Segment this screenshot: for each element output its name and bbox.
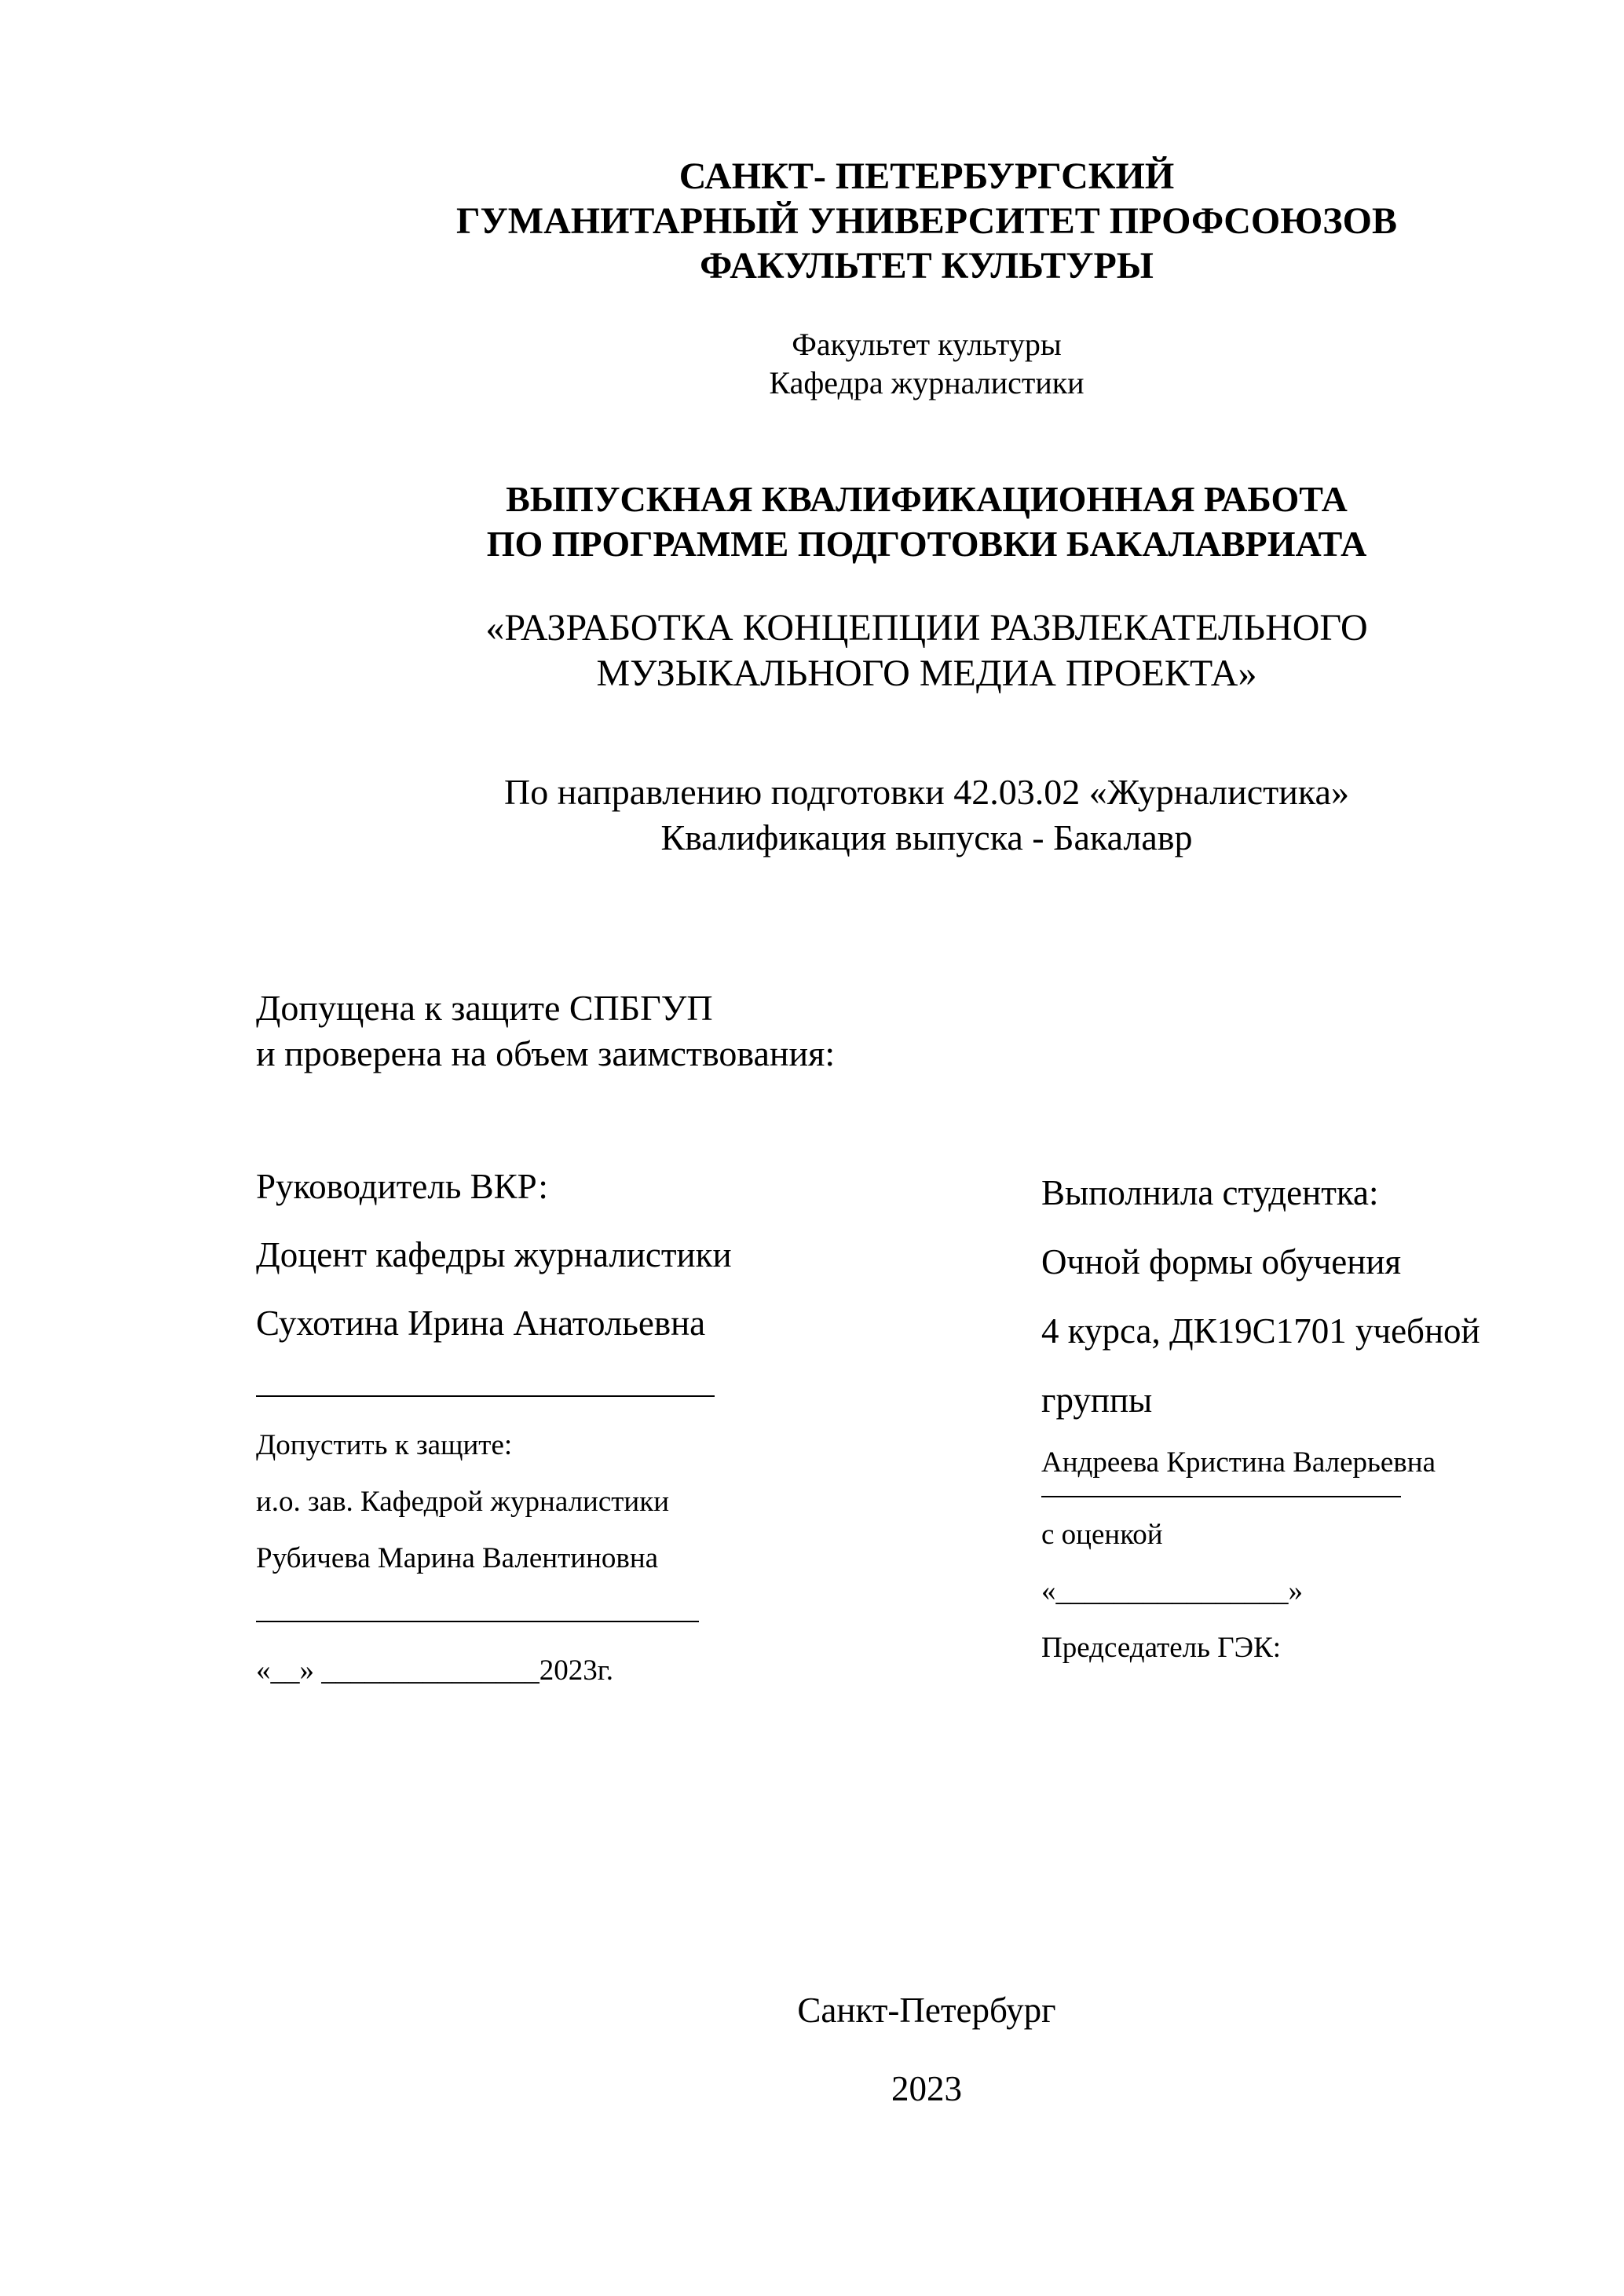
work-title-line-2: МУЗЫКАЛЬНОГО МЕДИА ПРОЕКТА» <box>596 653 1257 694</box>
supervisor-position: Доцент кафедры журналистики <box>256 1235 732 1274</box>
work-type-heading <box>424 477 1429 566</box>
work-title <box>424 605 1429 696</box>
work-type-line-1: ВЫПУСКНАЯ КВАЛИФИКАЦИОННАЯ РАБОТА <box>506 479 1348 519</box>
work-type-line-2: ПО ПРОГРАММЕ ПОДГОТОВКИ БАКАЛАВРИАТА <box>486 524 1367 564</box>
admit-date-line <box>256 1647 1041 1695</box>
admit-to-defense-block <box>256 1417 1041 1587</box>
footer-city: Санкт-Петербург <box>797 1991 1056 2030</box>
footer-year: 2023 <box>891 2069 962 2108</box>
admission-line-1: Допущена к защите СПБГУП <box>256 988 713 1028</box>
university-line-2: ГУМАНИТАРНЫЙ УНИВЕРСИТЕТ ПРОФСОЮЗОВ <box>456 200 1397 242</box>
student-signature-line <box>1041 1496 1401 1497</box>
admission-line-2: и проверена на объем заимствования: <box>256 1033 836 1073</box>
faculty-name: Факультет культуры <box>792 327 1062 362</box>
university-line-1: САНКТ- ПЕТЕРБУРГСКИЙ <box>678 155 1175 197</box>
student-name: Андреева Кристина Валерьевна <box>1041 1446 1436 1479</box>
student-block <box>1041 1158 1591 1676</box>
admission-note <box>256 985 1041 1077</box>
work-title-line-1: «РАЗРАБОТКА КОНЦЕПЦИИ РАЗВЛЕКАТЕЛЬНОГО <box>485 607 1368 649</box>
department-name: Кафедра журналистики <box>769 365 1084 400</box>
admit-name: Рубичева Марина Валентиновна <box>256 1542 659 1574</box>
university-heading <box>424 154 1429 288</box>
grade-label: с оценкой <box>1041 1519 1163 1551</box>
study-direction <box>424 770 1429 861</box>
direction-text: По направлению подготовки 42.03.02 «Журналистика» <box>504 772 1349 812</box>
admit-label: Допустить к защите: <box>256 1429 513 1461</box>
student-course: 4 курса, ДК19С1701 учебной <box>1041 1311 1480 1351</box>
supervisor-block <box>256 1153 1041 1358</box>
admit-signature-line <box>256 1621 699 1622</box>
footer <box>424 1971 1429 2128</box>
student-group: группы <box>1041 1380 1153 1420</box>
university-line-3: ФАКУЛЬТЕТ КУЛЬТУРЫ <box>700 245 1154 287</box>
qualification-text: Квалификация выпуска - Бакалавр <box>660 817 1193 857</box>
supervisor-name: Сухотина Ирина Анатольевна <box>256 1303 706 1343</box>
supervisor-signature-line <box>256 1395 715 1397</box>
admit-date-text: «__» _______________2023г. <box>256 1654 614 1687</box>
commission-chairman: Председатель ГЭК: <box>1041 1632 1282 1664</box>
faculty-department <box>424 325 1429 402</box>
student-label: Выполнила студентка: <box>1041 1173 1379 1212</box>
supervisor-label: Руководитель ВКР: <box>256 1167 548 1206</box>
admit-position: и.о. зав. Кафедрой журналистики <box>256 1486 670 1518</box>
student-form: Очной формы обучения <box>1041 1242 1402 1281</box>
grade-line: «________________» <box>1041 1575 1303 1607</box>
